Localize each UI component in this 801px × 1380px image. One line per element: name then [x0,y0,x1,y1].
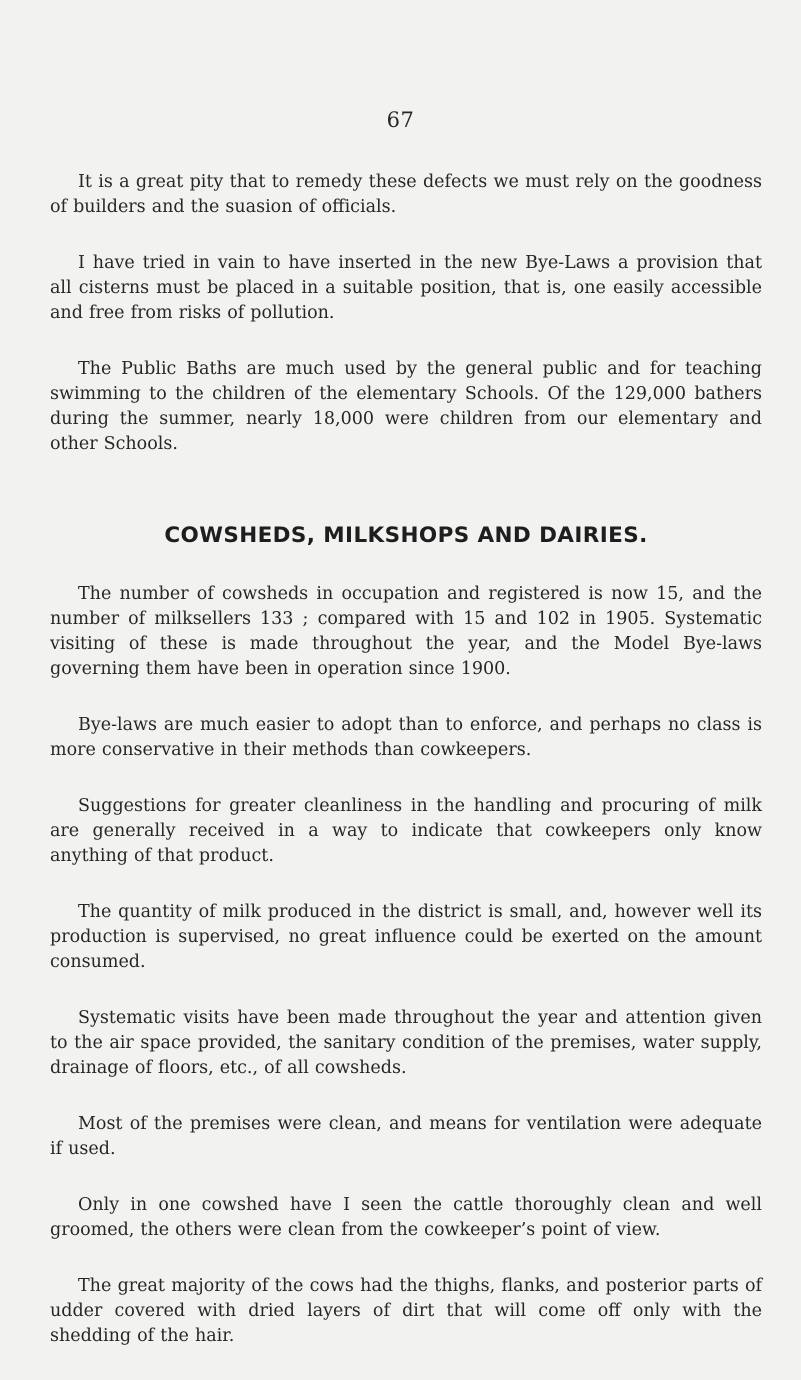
paragraph-cattle-groomed: Only in one cowshed have I seen the cattle thoroughly clean and well groomed, the others were clean from the cowkeeper’s point of view. [50,1195,762,1240]
paragraph-systematic-visits: Systematic visits have been made throughout the year and attention given to the air space provided, the sanitary condition of the premises, water supply, drainage of floors, etc., of all cowsheds. [50,1008,762,1078]
paragraph-milk-quantity: The quantity of milk produced in the district is small, and, however well its production is supervised, no great influence could be exerted on the amount consumed. [50,902,762,972]
paragraph-cleanliness-suggestions: Suggestions for greater cleanliness in the handling and procuring of milk are generally received in a way to indicate that cowkeepers only know anything of that product. [50,796,762,866]
paragraph-cisterns: I have tried in vain to have inserted in the new Bye-Laws a provision that all cisterns must be placed in a suitable position, that is, one easily accessible and free from risks of pollution. [50,253,762,323]
paragraph-builders: It is a great pity that to remedy these defects we must rely on the goodness of builders and the suasion of officials. [50,172,762,217]
paragraph-public-baths: The Public Baths are much used by the general public and for teaching swimming to the children of the elementary Schools. Of the 129,000 bathers during the summer, nearly 18,000 were children from our elementary and other Schools. [50,359,762,454]
page-content [50,170,762,1380]
paragraph-premises-clean: Most of the premises were clean, and means for ventilation were adequate if used. [50,1114,762,1159]
page-number: 67 [386,108,415,132]
paragraph-bye-laws: Bye-laws are much easier to adopt than to enforce, and perhaps no class is more conservative in their methods than cowkeepers. [50,715,762,760]
paragraph-cowshed-numbers: The number of cowsheds in occupation and registered is now 15, and the number of milksellers 133 ; compared with 15 and 102 in 1905. Systematic visiting of these is made throughout the year, and the Model Bye-laws governing them have been in operation since 1900. [50,584,762,679]
section-heading: COWSHEDS, MILKSHOPS AND DAIRIES. [164,523,648,548]
paragraph-cows-dirt: The great majority of the cows had the thighs, flanks, and posterior parts of udder covered with dried layers of dirt that will come off only with the shedding of the hair. [50,1276,762,1346]
